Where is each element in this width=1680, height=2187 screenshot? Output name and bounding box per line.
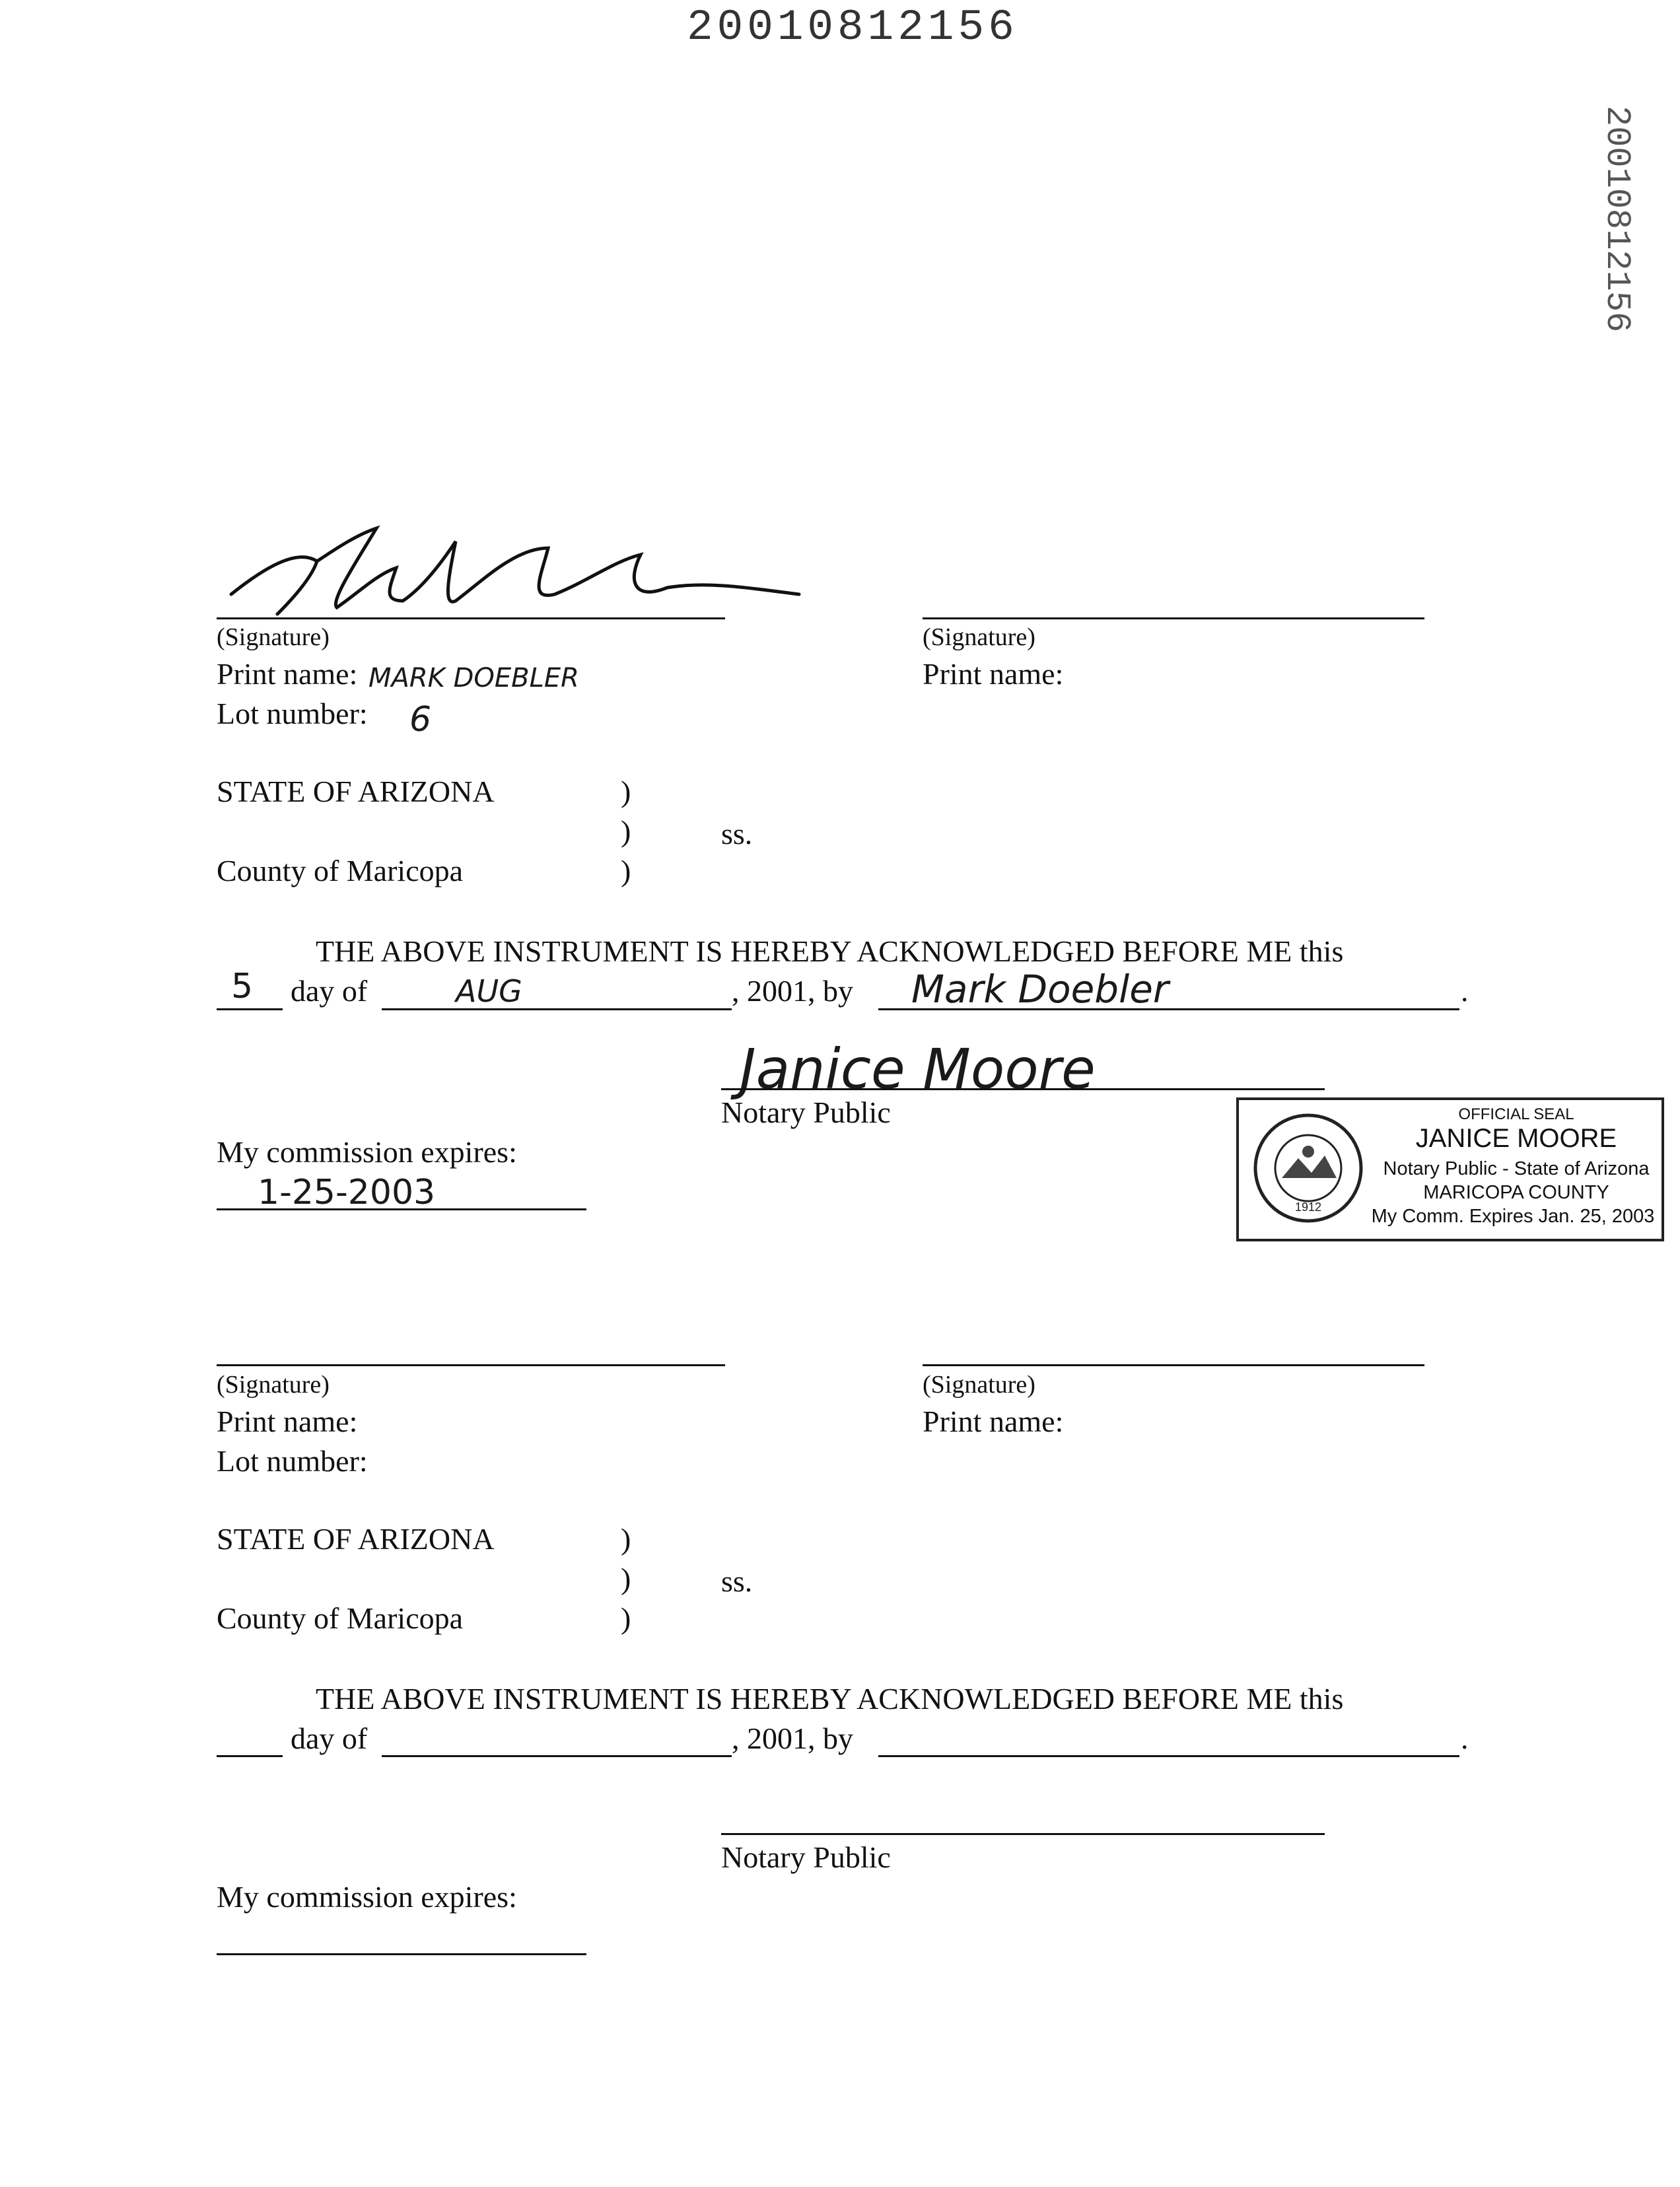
notary-public-label-1: Notary Public bbox=[721, 1095, 891, 1129]
lot-number-value-1: 6 bbox=[409, 700, 432, 740]
signature-label-left-1: (Signature) bbox=[217, 623, 330, 651]
commission-line-1 bbox=[217, 1208, 586, 1210]
signature-label-right-2: (Signature) bbox=[923, 1371, 1035, 1399]
county-label-1: County of Maricopa bbox=[217, 854, 464, 887]
paren-2a: ) bbox=[621, 1522, 631, 1556]
print-name-label-left-2: Print name: bbox=[217, 1405, 358, 1438]
signature-line-right-1 bbox=[923, 617, 1424, 619]
print-name-label-right-1: Print name: bbox=[923, 657, 1064, 691]
svg-text:1912: 1912 bbox=[1294, 1200, 1322, 1214]
paren-1a: ) bbox=[621, 775, 631, 808]
seal-name: JANICE MOORE bbox=[1415, 1124, 1617, 1153]
lot-number-label-1: Lot number: bbox=[217, 697, 368, 730]
print-name-label-right-2: Print name: bbox=[923, 1405, 1064, 1438]
day-of-label-1: day of bbox=[291, 974, 368, 1008]
commission-label-1: My commission expires: bbox=[217, 1135, 517, 1169]
seal-title: OFFICIAL SEAL bbox=[1458, 1105, 1574, 1123]
day-line-2 bbox=[217, 1755, 283, 1757]
notary-line-2 bbox=[721, 1833, 1325, 1835]
lot-number-label-2: Lot number: bbox=[217, 1444, 368, 1478]
by-name-value-1: Mark Doebler bbox=[911, 967, 1169, 1012]
by-line-2 bbox=[878, 1755, 1459, 1757]
print-name-value-left-1: MARK DOEBLER bbox=[368, 663, 579, 693]
year-by-label-2: , 2001, by bbox=[732, 1721, 853, 1755]
state-label-1: STATE OF ARIZONA bbox=[217, 775, 495, 808]
paren-2c: ) bbox=[621, 1601, 631, 1635]
paren-2b: ) bbox=[621, 1562, 631, 1595]
signature-line-right-2 bbox=[923, 1364, 1424, 1366]
notary-public-label-2: Notary Public bbox=[721, 1840, 891, 1874]
month-line-1 bbox=[382, 1008, 732, 1010]
print-name-label-left-1: Print name: bbox=[217, 657, 358, 691]
seal-line-2: MARICOPA COUNTY bbox=[1423, 1182, 1609, 1203]
paren-1b: ) bbox=[621, 814, 631, 848]
seal-line-1: Notary Public - State of Arizona bbox=[1383, 1158, 1650, 1179]
month-line-2 bbox=[382, 1755, 732, 1757]
seal-line-3: My Comm. Expires Jan. 25, 2003 bbox=[1371, 1206, 1655, 1227]
notary-line-1 bbox=[721, 1088, 1325, 1090]
signature-line-left-1 bbox=[217, 617, 725, 619]
day-of-label-2: day of bbox=[291, 1721, 368, 1755]
month-value-1: AUG bbox=[456, 973, 522, 1009]
ss-label-2: ss. bbox=[721, 1564, 753, 1598]
commission-value-1: 1-25-2003 bbox=[258, 1173, 436, 1212]
recording-number: 20010812156 bbox=[687, 3, 1018, 52]
state-seal-emblem bbox=[1252, 1112, 1364, 1224]
side-recording-number: 20010812156 bbox=[1597, 106, 1636, 333]
period-1: . bbox=[1461, 974, 1469, 1008]
signer-signature bbox=[205, 508, 825, 634]
paren-1c: ) bbox=[621, 854, 631, 887]
period-2: . bbox=[1461, 1721, 1469, 1755]
state-label-2: STATE OF ARIZONA bbox=[217, 1522, 495, 1556]
year-by-label-1: , 2001, by bbox=[732, 974, 853, 1008]
signature-label-right-1: (Signature) bbox=[923, 623, 1035, 651]
day-line-1 bbox=[217, 1008, 283, 1010]
signature-label-left-2: (Signature) bbox=[217, 1371, 330, 1399]
acknowledgment-2: THE ABOVE INSTRUMENT IS HEREBY ACKNOWLEDGED BEFORE ME this bbox=[316, 1682, 1344, 1716]
commission-line-2 bbox=[217, 1953, 586, 1955]
signature-line-left-2 bbox=[217, 1364, 725, 1366]
notary-signature-1: Janice Moore bbox=[740, 1037, 1096, 1101]
ss-label-1: ss. bbox=[721, 817, 753, 850]
day-value-1: 5 bbox=[231, 967, 254, 1006]
by-line-1 bbox=[878, 1008, 1459, 1010]
commission-label-2: My commission expires: bbox=[217, 1880, 517, 1914]
acknowledgment-1: THE ABOVE INSTRUMENT IS HEREBY ACKNOWLEDGED BEFORE ME this bbox=[316, 934, 1344, 968]
official-seal bbox=[1236, 1097, 1664, 1241]
county-label-2: County of Maricopa bbox=[217, 1601, 464, 1635]
